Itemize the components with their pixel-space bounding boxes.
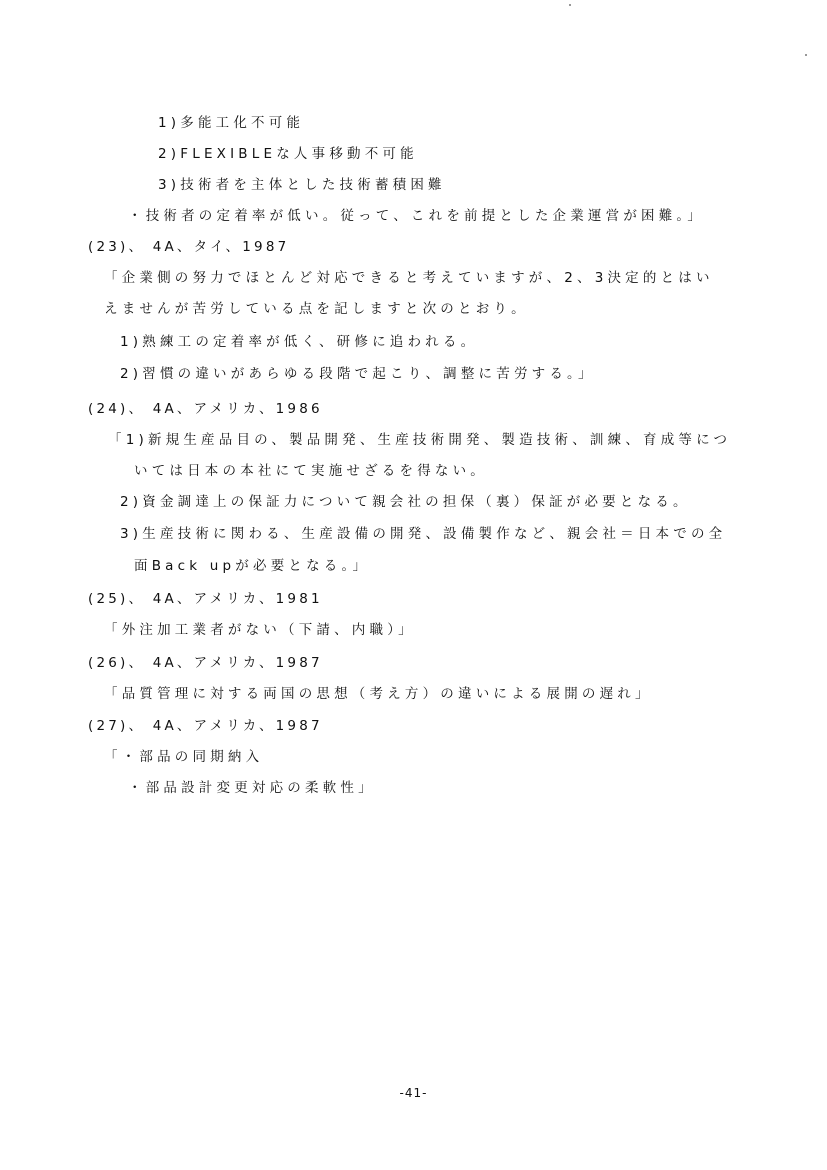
page-number: -41- — [399, 1086, 428, 1100]
scan-speck — [569, 4, 571, 6]
section-header: (27)、 4A、アメリカ、1987 — [88, 718, 323, 734]
text-line: 「企業側の努力でほとんど対応できると考えていますが、2、3決定的とはい — [104, 270, 714, 286]
text-line: 「・部品の同期納入 — [104, 749, 264, 765]
text-line: 2)FLEXIBLEな人事移動不可能 — [158, 146, 418, 162]
section-header: (25)、 4A、アメリカ、1981 — [88, 591, 323, 607]
text-line: 2)習慣の違いがあらゆる段階で起こり、調整に苦労する。」 — [120, 366, 596, 382]
text-line: えませんが苦労している点を記しますと次のとおり。 — [104, 301, 529, 317]
text-line: 1)熟練工の定着率が低く、研修に追われる。 — [120, 334, 479, 350]
section-header: (23)、 4A、タイ、1987 — [88, 239, 290, 255]
text-line: ・技術者の定着率が低い。従って、これを前提とした企業運営が困難。」 — [128, 208, 706, 224]
text-line: 「品質管理に対する両国の思想（考え方）の違いによる展開の遅れ」 — [104, 686, 653, 702]
scan-speck — [805, 54, 807, 56]
text-line: 2)資金調達上の保証力について親会社の担保（裏）保証が必要となる。 — [120, 494, 691, 510]
text-line: 3)技術者を主体とした技術蓄積困難 — [158, 177, 446, 193]
section-header: (26)、 4A、アメリカ、1987 — [88, 655, 323, 671]
section-header: (24)、 4A、アメリカ、1986 — [88, 401, 323, 417]
text-line: 3)生産技術に関わる、生産設備の開発、設備製作など、親会社＝日本での全 — [120, 526, 727, 542]
text-line: 「1)新規生産品目の、製品開発、生産技術開発、製造技術、訓練、育成等につ — [108, 432, 732, 448]
text-line: いては日本の本社にて実施せざるを得ない。 — [134, 463, 488, 479]
text-line: 1)多能工化不可能 — [158, 115, 305, 131]
text-line: 面Back upが必要となる。」 — [134, 558, 371, 574]
text-line: 「外注加工業者がない（下請、内職）」 — [104, 622, 416, 638]
text-line: ・部品設計変更対応の柔軟性」 — [128, 780, 376, 796]
